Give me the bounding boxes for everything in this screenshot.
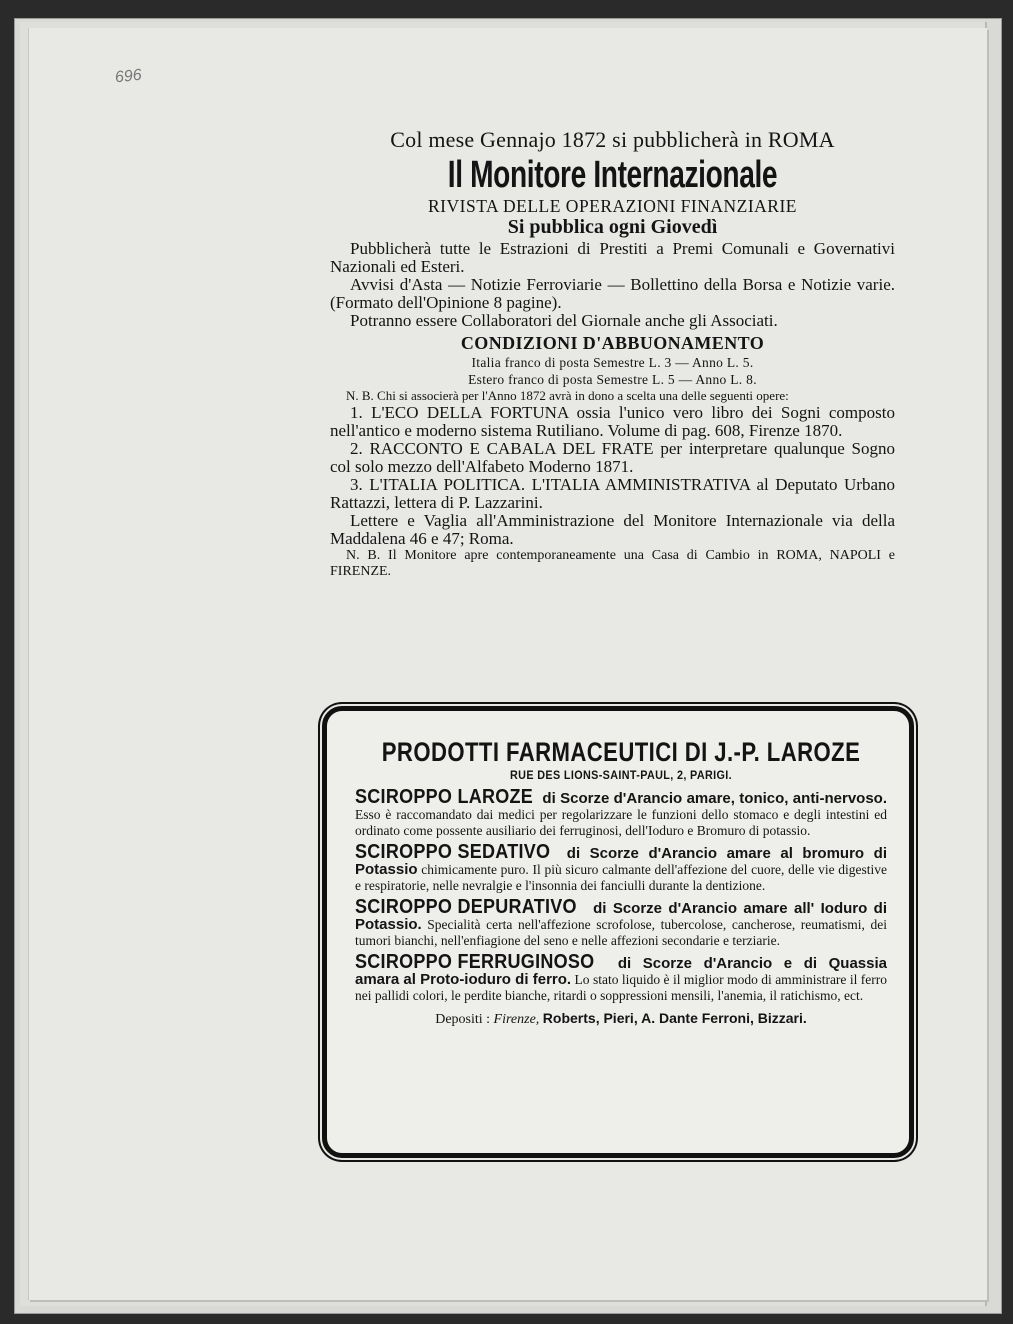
product-entry [355, 896, 887, 949]
product-text: Esso è raccomandato dai medici per regolarizzare le funzioni dello stomaco e degli intestini ed ordinato come possente ausiliario dei ferruginosi, dell'Ioduro e Bromuro di potassio. [355, 807, 887, 838]
letters-address: Lettere e Vaglia all'Amministrazione del Monitore Internazionale via della Maddalena 46 e 47; Roma. [330, 511, 895, 548]
product-entry [355, 786, 887, 839]
product-entry [355, 951, 888, 1004]
depots-names: Roberts, Pieri, A. Dante Ferroni, Bizzari. [542, 1010, 807, 1026]
nota-bene-gift: N. B. Chi si associerà per l'Anno 1872 avrà in dono a scelta una delle seguenti opere: [346, 388, 789, 403]
notice-paragraph: Avvisi d'Asta — Notizie Ferroviarie — Bollettino della Borsa e Notizie varie. (Formato dell'Opinione 8 pagine). [330, 275, 895, 312]
folio-number: 696 [114, 66, 143, 87]
product-text: Lo stato liquido è il miglior modo di amministrare il ferro nei pallidi colori, le perdite bianche, ritardi o soppressioni mensili, l'anemia, il ratichismo, ect. [355, 972, 888, 1003]
depots-label: Depositi : [435, 1012, 491, 1027]
conditions-heading: CONDIZIONI D'ABBUONAMENTO [460, 333, 765, 353]
product-name: SCIROPPO SEDATIVO [355, 841, 551, 863]
depots-line [355, 1010, 887, 1028]
notice-paragraph: Potranno essere Collaboratori del Giornale anche gli Associati. [350, 311, 778, 330]
notice-intro: Col mese Gennajo 1872 si pubblicherà in ROMA [390, 127, 835, 152]
notice-subtitle: RIVISTA DELLE OPERAZIONI FINANZIARIE [428, 196, 797, 216]
laroze-advertisement [322, 706, 914, 1158]
product-lead: di Scorze d'Arancio amare al bromuro di Potassio [355, 845, 887, 878]
product-entry [355, 841, 888, 894]
advert-title: PRODOTTI FARMACEUTICI DI J.-P. LAROZE [381, 737, 861, 767]
notice-frequency: Si pubblica ogni Giovedì [507, 216, 718, 238]
notice-title: Il Monitore Internazionale [447, 154, 778, 196]
depots-city: Firenze, [493, 1012, 540, 1027]
gift-work: 2. RACCONTO E CABALA DEL FRATE per interpretare qualunque Sogno col solo mezzo dell'Alfabeto Moderno 1871. [330, 439, 895, 476]
product-name: SCIROPPO LAROZE [355, 786, 534, 808]
condition-line: Italia franco di posta Semestre L. 3 — Anno L. 5. [471, 355, 754, 370]
product-lead: di Scorze d'Arancio amare all' Ioduro di Potassio. [355, 900, 887, 933]
product-text: chimicamente puro. Il più sicuro calmante dell'affezione del cuore, delle vie digestive e respiratorie, nelle nevralgie e l'insonnia dei fanciulli durante la dentizione. [355, 862, 888, 893]
product-name: SCIROPPO FERRUGINOSO [355, 951, 595, 973]
product-name: SCIROPPO DEPURATIVO [355, 896, 577, 918]
gift-work: 3. L'ITALIA POLITICA. L'ITALIA AMMINISTRATIVA al Deputato Urbano Rattazzi, lettera di P. Lazzarini. [330, 475, 895, 512]
product-lead: di Scorze d'Arancio amare, tonico, anti-nervoso. [542, 790, 887, 807]
notice-paragraph: Pubblicherà tutte le Estrazioni di Prestiti a Premi Comunali e Governativi Nazionali ed Esteri. [330, 239, 895, 276]
product-text: Specialità certa nell'affezione scrofolose, tubercolose, cancherose, reumatismi, dei tumori bianchi, nell'enfiagione del seno e nelle affezioni secondarie e terziarie. [355, 917, 887, 948]
condition-line: Estero franco di posta Semestre L. 5 — Anno L. 8. [468, 372, 757, 387]
monitore-notice [330, 128, 895, 580]
advert-address: RUE DES LIONS-SAINT-PAUL, 2, PARIGI. [510, 768, 732, 782]
nota-bene-exchange: N. B. Il Monitore apre contemporaneamente una Casa di Cambio in ROMA, NAPOLI e FIRENZE. [330, 548, 895, 579]
gift-work: 1. L'ECO DELLA FORTUNA ossia l'unico vero libro dei Sogni composto nell'antico e moderno sistema Rutiliano. Volume di pag. 608, Firenze 1870. [330, 403, 895, 440]
product-lead: di Scorze d'Arancio e di Quassia amara al Proto-ioduro di ferro. [355, 955, 887, 988]
